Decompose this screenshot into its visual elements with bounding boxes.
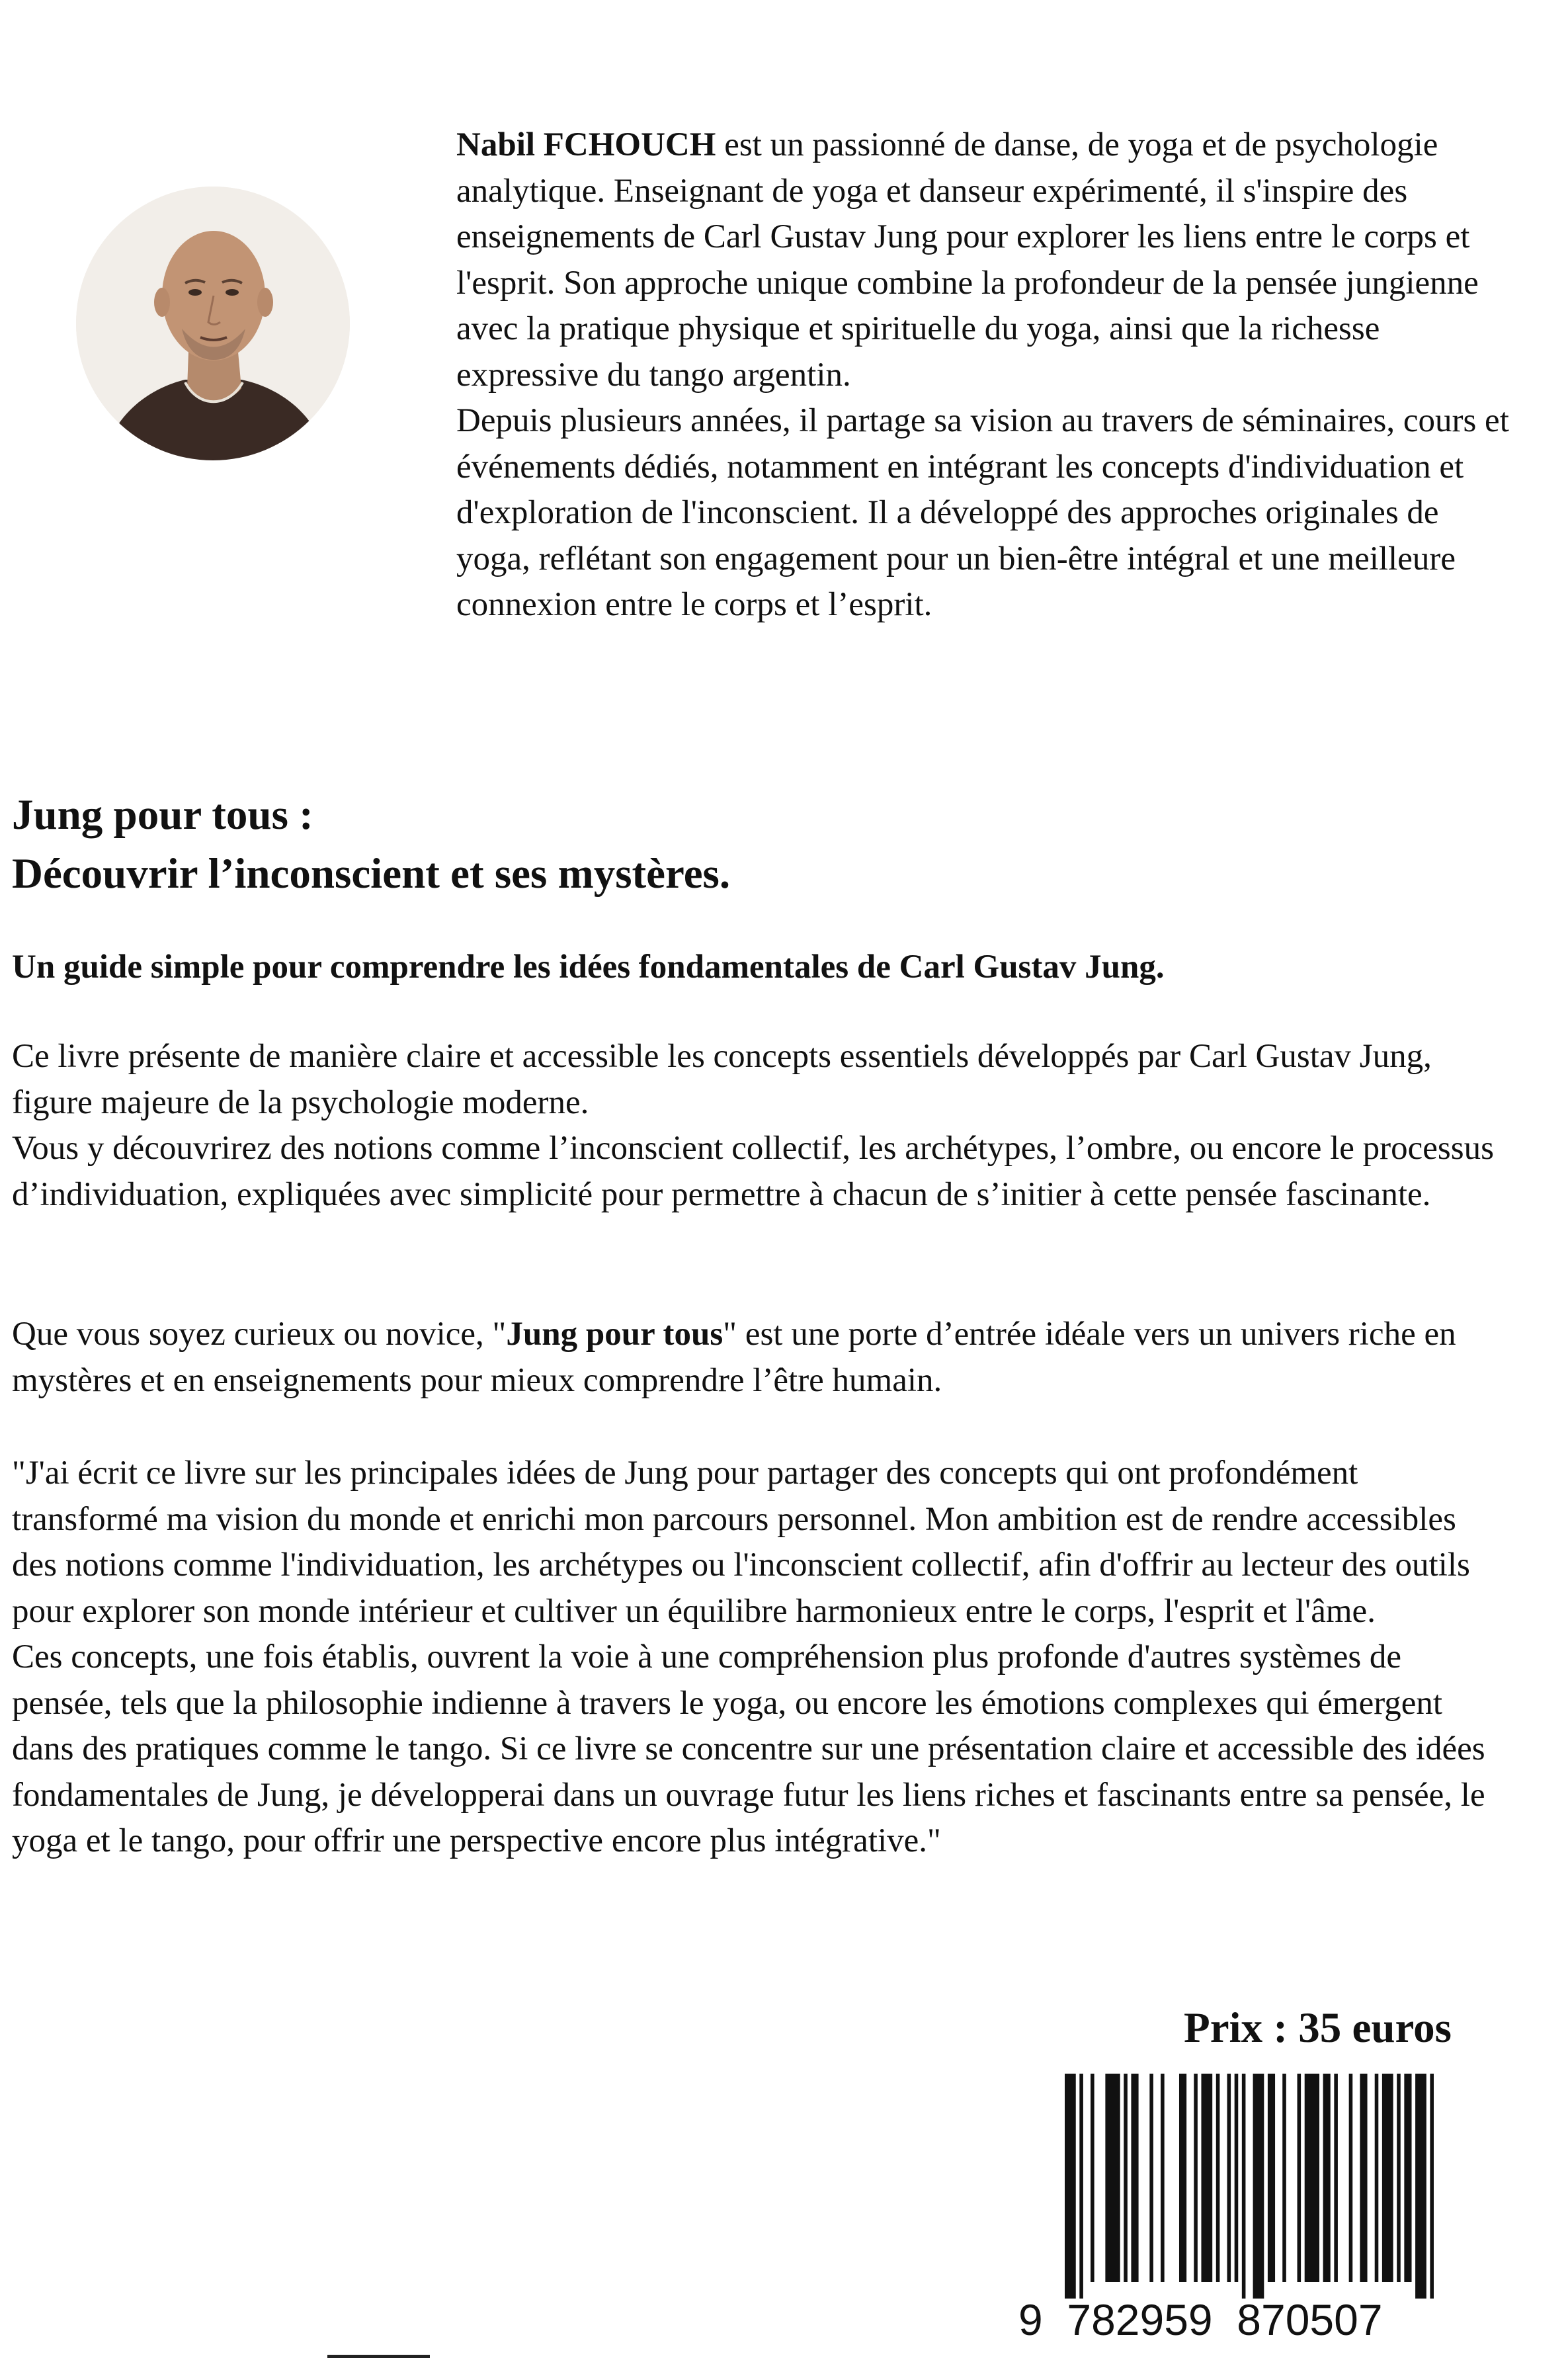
book-title <box>12 786 730 904</box>
barcode-bar <box>1415 2074 1426 2299</box>
description-text: Vous y découvrirez des notions comme l’inconscient collectif, les archétypes, l’ombre, ou encore le processus d’individuation, expliquées avec simplicité pour permettre à chacun de s’initier à cette pensée fascinante. <box>12 1130 1494 1213</box>
barcode-bar <box>1375 2074 1379 2282</box>
barcode-bar <box>1227 2074 1231 2282</box>
barcode-bar <box>1334 2074 1338 2282</box>
barcode-bars <box>1018 2074 1534 2299</box>
barcode-bar <box>1179 2074 1186 2282</box>
barcode-bar <box>1298 2074 1301 2282</box>
barcode-bar <box>1065 2074 1076 2299</box>
page-edge-mark <box>327 2355 430 2358</box>
description-text: Ce livre présente de manière claire et accessible les concepts essentiels développés par Carl Gustav Jung, figure majeure de la psychologie moderne. <box>12 1038 1432 1121</box>
description-text-part: Que vous soyez curieux ou novice, " <box>12 1316 507 1353</box>
quote-text: "J'ai écrit ce livre sur les principales idées de Jung pour partager des concepts qui ont profondément transformé ma vision du monde et enrichi mon parcours personnel. Mon ambition est de rendre accessibles des notions comme l'individuation, les archétypes ou l'inconscient collectif, afin d'offrir au lecteur des outils pour explorer son monde intérieur et cultiver un équilibre harmonieux entre le corps, l'esprit et l'âme. <box>12 1455 1470 1630</box>
price-label: Prix : 35 euros <box>1184 2004 1452 2052</box>
author-name: Nabil FCHOUCH <box>456 126 716 163</box>
book-title-inline: Jung pour tous <box>506 1316 723 1353</box>
book-title-line-1: Jung pour tous : <box>12 791 313 839</box>
barcode-bar <box>1216 2074 1220 2282</box>
barcode-bar <box>1323 2074 1331 2282</box>
barcode-bar <box>1194 2074 1198 2282</box>
author-bio-text: est un passionné de danse, de yoga et de psychologie analytique. Enseignant de yoga et danseur expérimenté, il s'inspire des enseignements de Carl Gustav Jung pour explorer les liens entre le corps et l'esprit. Son approche unique combine la profondeur de la pensée jungienne avec la pratique physique et spirituelle du yoga, ainsi que la richesse expressive du tango argentin. <box>456 126 1479 394</box>
book-title-line-2: Découvrir l’inconscient et ses mystères. <box>12 850 731 898</box>
author-bio-paragraph-2: Depuis plusieurs années, il partage sa vision au travers de séminaires, cours et événements dédiés, notamment en intégrant les concepts d'individuation et d'exploration de l'inconscient. Il a développé des approches originales de yoga, reflétant son engagement pour un bien-être intégral et une meilleure connexion entre le corps et l’esprit. <box>456 402 1509 623</box>
book-subtitle: Un guide simple pour comprendre les idées fondamentales de Carl Gustav Jung. <box>12 949 1165 986</box>
barcode-bar <box>1282 2074 1286 2282</box>
barcode-bar <box>1161 2074 1165 2282</box>
barcode-bar <box>1091 2074 1094 2282</box>
author-bio <box>456 122 1514 628</box>
barcode-bar <box>1124 2074 1128 2282</box>
barcode-bar <box>1105 2074 1120 2282</box>
barcode-bar <box>1430 2074 1434 2299</box>
description-text <box>12 1312 1500 1404</box>
author-bio-paragraph <box>456 122 1514 398</box>
barcode-bar <box>1397 2074 1401 2282</box>
author-quote <box>12 1451 1500 1865</box>
isbn-barcode <box>1018 2074 1534 2351</box>
author-photo <box>76 187 350 460</box>
quote-text: Ces concepts, une fois établis, ouvrent la voie à une compréhension plus profonde d'autres systèmes de pensée, tels que la philosophie indienne à travers le yoga, ou encore les émotions complexes qui émergent dans des pratiques comme le tango. Si ce livre se concentre sur une présentation claire et accessible des idées fondamentales de Jung, je développerai dans un ouvrage futur les liens riches et fascinants entre sa pensée, le yoga et le tango, pour offrir une perspective encore plus intégrative." <box>12 1638 1485 1859</box>
barcode-bar <box>1404 2074 1411 2282</box>
barcode-bar <box>1305 2074 1319 2282</box>
description-paragraph-1 <box>12 1034 1500 1218</box>
barcode-bar <box>1131 2074 1138 2282</box>
author-portrait-image <box>76 187 350 460</box>
barcode-bar <box>1242 2074 1246 2299</box>
barcode-bar <box>1360 2074 1367 2282</box>
description-text-part: " est une porte d’entrée idéale vers un univers riche en mystères et en enseignements pour mieux comprendre l’être humain. <box>12 1316 1456 1399</box>
barcode-bar <box>1079 2074 1083 2299</box>
barcode-bar <box>1268 2074 1275 2282</box>
barcode-bar <box>1149 2074 1153 2282</box>
isbn-digits: 9 782959 870507 <box>1018 2295 1383 2344</box>
barcode-bar <box>1201 2074 1212 2282</box>
barcode-bar <box>1235 2074 1239 2282</box>
barcode-bar <box>1382 2074 1393 2282</box>
barcode-bar <box>1349 2074 1353 2282</box>
description-paragraph-2 <box>12 1312 1500 1404</box>
barcode-bar <box>1253 2074 1264 2299</box>
